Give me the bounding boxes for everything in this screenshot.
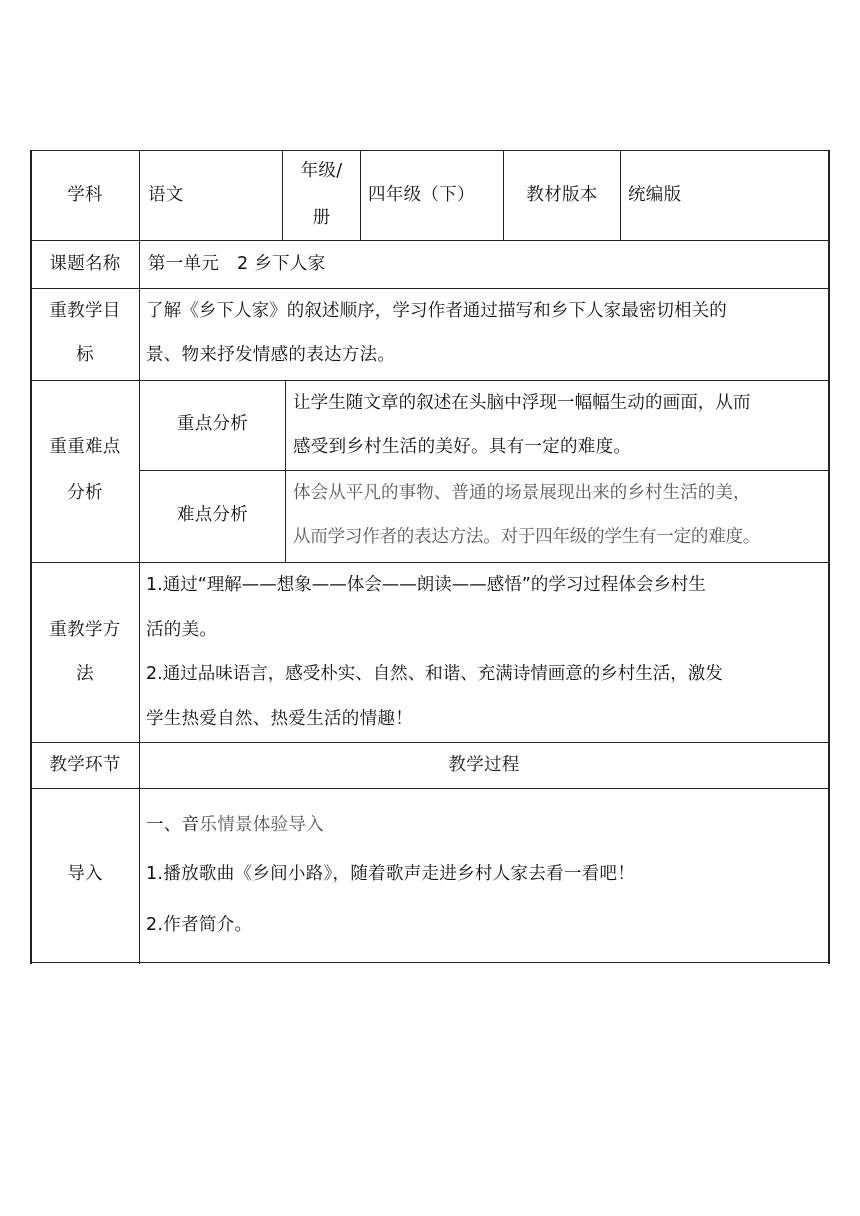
rule-1: [30, 240, 830, 241]
key-point-line-1: 让学生随文章的叙述在头脑中浮现一幅幅生动的画面，从而: [293, 393, 751, 413]
method-line-4: 学生热爱自然、热爱生活的情趣！: [146, 709, 413, 729]
difficult-point-line-1: 体会从平凡的事物、普通的场景展现出来的乡村生活的美，: [293, 483, 751, 503]
rule-bottom: [30, 962, 830, 963]
rule-7: [30, 788, 830, 789]
key-point-label: 重点分析: [176, 414, 249, 434]
difficulty-label-line2: 分析: [67, 483, 103, 503]
col-rule-r1b: [360, 150, 361, 240]
process-header: 教学过程: [448, 755, 520, 775]
rule-5: [30, 562, 830, 563]
difficult-point-label: 难点分析: [176, 505, 249, 525]
objective-line-2: 景、物来抒发情感的表达方法。: [146, 345, 396, 365]
table-right-border: [828, 150, 830, 964]
method-label-line2: 法: [76, 664, 94, 684]
rule-3: [30, 380, 830, 381]
method-line-2: 活的美。: [146, 620, 218, 640]
objective-label-line2: 标: [76, 345, 94, 365]
edition-value: 统编版: [628, 185, 682, 205]
edition-label: 教材版本: [526, 185, 598, 205]
subject-value: 语文: [148, 185, 184, 205]
intro-label: 导入: [67, 864, 103, 884]
rule-6: [30, 742, 830, 743]
difficulty-label-line1: 重重难点: [49, 437, 121, 457]
rule-2: [30, 288, 830, 289]
intro-item-1: 1.播放歌曲《乡间小路》，随着歌声走进乡村人家去看一看吧！: [146, 864, 636, 884]
col-rule-r4: [285, 380, 286, 562]
col-rule-label: [139, 150, 140, 964]
rule-4-inner: [140, 470, 830, 471]
method-label-line1: 重教学方: [49, 620, 121, 640]
topic-value: 第一单元 2 乡下人家: [148, 254, 326, 274]
method-line-3: 2.通过品味语言，感受朴实、自然、和谐、充满诗情画意的乡村生活，激发: [146, 664, 723, 684]
key-point-line-2: 感受到乡村生活的美好。具有一定的难度。: [293, 437, 632, 457]
stage-header-label: 教学环节: [49, 755, 121, 775]
objective-line-1: 了解《乡下人家》的叙述顺序，学习作者通过描写和乡下人家最密切相关的: [146, 301, 727, 321]
intro-heading: [146, 804, 828, 847]
intro-heading-prefix: 一、音: [146, 815, 200, 835]
grade-label-line2: 册: [312, 208, 331, 228]
objective-label-line1: 重教学目: [49, 301, 121, 321]
grade-label-line1: 年级/: [300, 161, 343, 181]
intro-item-2: 2.作者简介。: [146, 915, 253, 935]
subject-label: 学科: [67, 185, 103, 205]
method-line-1: 1.通过“理解——想象——体会——朗读——感悟”的学习过程体会乡村生: [146, 575, 706, 595]
grade-value: 四年级（下）: [368, 185, 475, 205]
difficult-point-line-2: 从而学习作者的表达方法。对于四年级的学生有一定的难度。: [293, 527, 761, 547]
intro-heading-rest: 乐情景体验导入: [199, 815, 325, 835]
rule-top: [30, 150, 830, 151]
col-rule-r1d: [620, 150, 621, 240]
topic-label: 课题名称: [49, 254, 121, 274]
